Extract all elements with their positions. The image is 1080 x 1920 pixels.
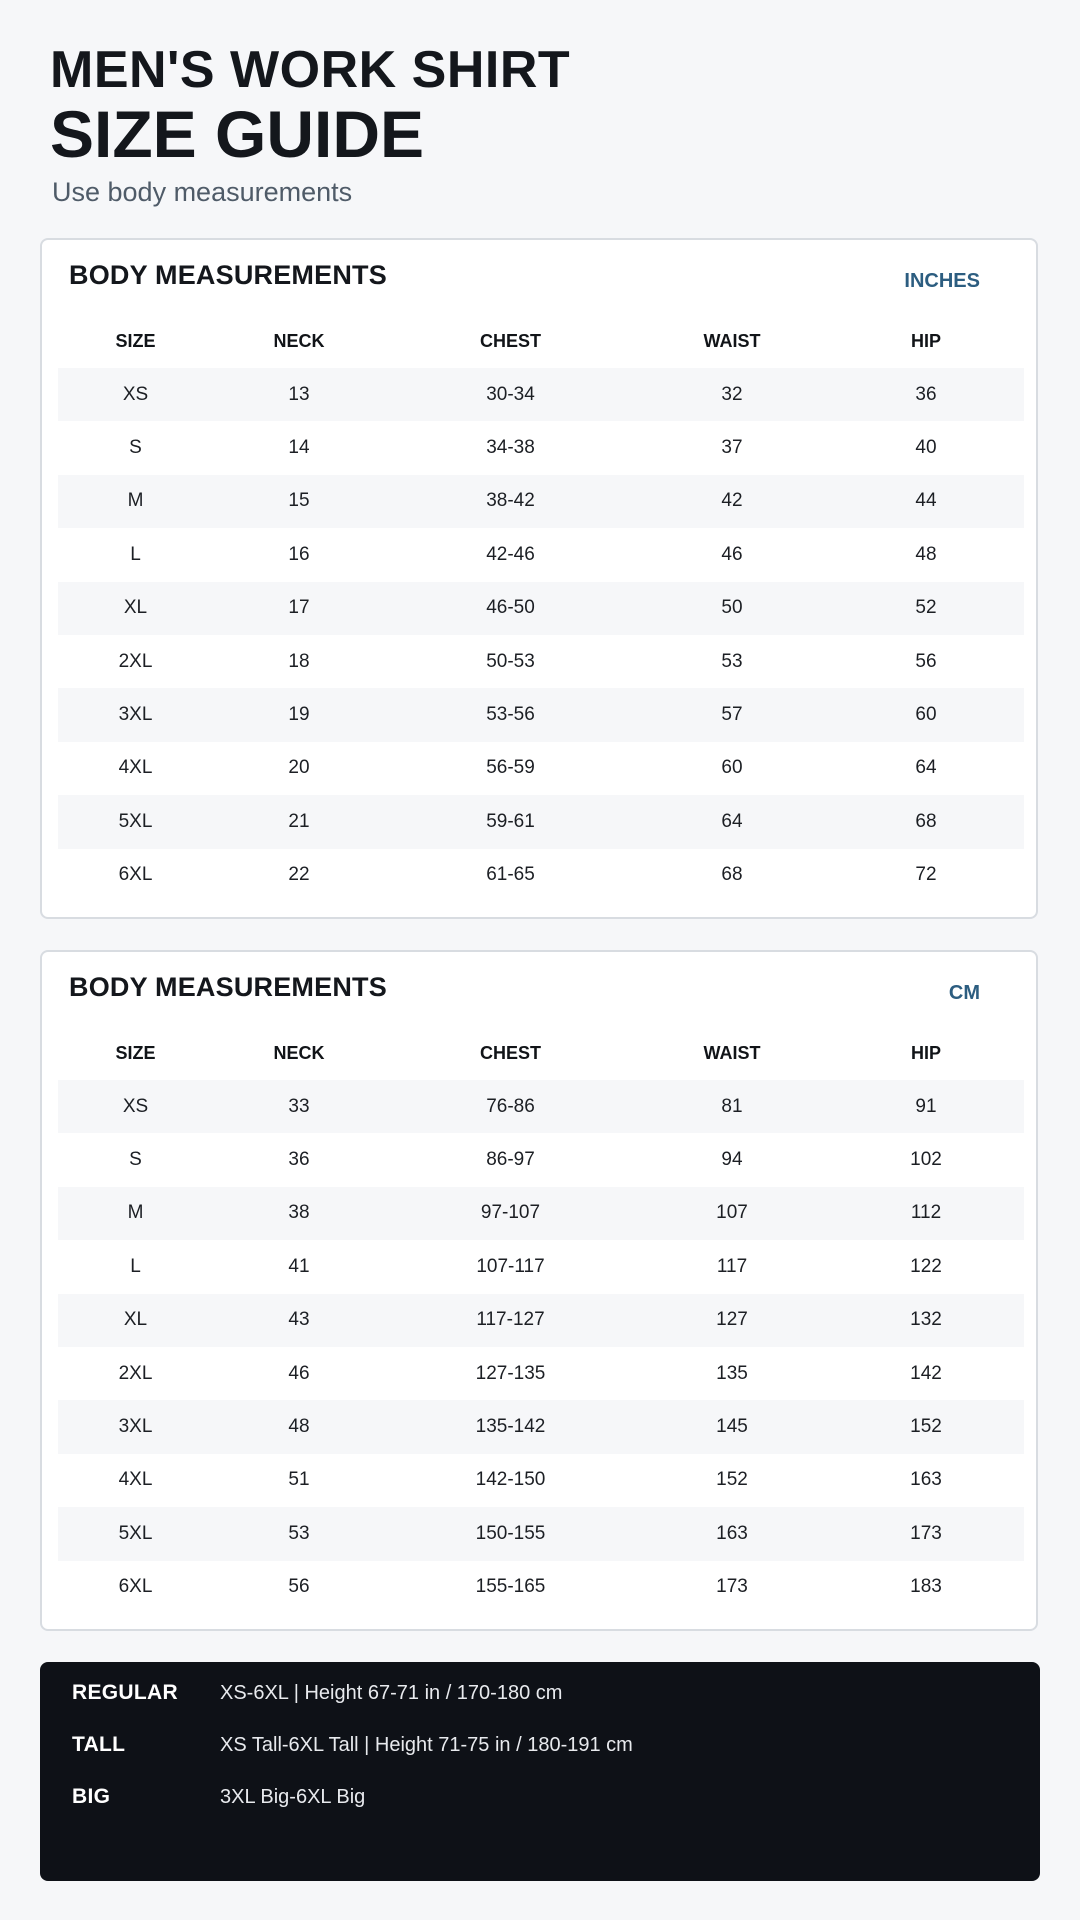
table-cell: 183 <box>910 1576 942 1598</box>
table-cell: XS <box>122 1095 149 1117</box>
table-cell: 5XL <box>118 1522 153 1544</box>
table-cell: 44 <box>915 490 937 512</box>
table-cell: 117 <box>716 1255 748 1277</box>
table-cell: 3XL <box>118 1416 153 1438</box>
column-header: NECK <box>273 1042 325 1063</box>
column-header: CHEST <box>479 330 541 351</box>
table-cell: 60 <box>915 704 937 726</box>
fit-row-regular <box>72 1678 562 1708</box>
table-cell: 33 <box>288 1095 310 1117</box>
table-cell: 61-65 <box>486 864 535 886</box>
table-cell: 36 <box>288 1149 310 1171</box>
table-row <box>58 742 1024 795</box>
cm-table-title: BODY MEASUREMENTS <box>69 972 387 1002</box>
fit-label: REGULAR <box>72 1681 178 1704</box>
table-cell: 163 <box>910 1469 942 1491</box>
table-cell: 155-165 <box>475 1576 546 1598</box>
table-cell: 72 <box>915 864 937 886</box>
table-cell: 59-61 <box>486 810 535 832</box>
table-cell: 34-38 <box>486 437 535 459</box>
table-cell: 50 <box>721 597 743 619</box>
table-cell: 57 <box>721 704 743 726</box>
page-title-line1: MEN'S WORK SHIRT <box>50 41 571 99</box>
table-cell: 4XL <box>118 757 153 779</box>
table-cell: 32 <box>721 383 743 405</box>
cm-table-card <box>40 950 1038 1631</box>
inches-size-table <box>58 314 1024 902</box>
table-cell: 145 <box>716 1416 748 1438</box>
table-cell: 68 <box>721 864 743 886</box>
fit-value: XS Tall-6XL Tall | Height 71-75 in / 180-191 cm <box>220 1733 633 1756</box>
table-cell: M <box>127 1202 144 1224</box>
table-row <box>58 1507 1024 1560</box>
table-cell: 163 <box>716 1522 748 1544</box>
table-cell: 81 <box>721 1095 743 1117</box>
table-cell: 94 <box>721 1149 743 1171</box>
table-cell: 86-97 <box>486 1149 535 1171</box>
table-cell: 21 <box>288 810 310 832</box>
table-row <box>58 795 1024 848</box>
table-cell: 53-56 <box>486 704 535 726</box>
table-row <box>58 1240 1024 1293</box>
table-row <box>58 528 1024 581</box>
table-row <box>58 1561 1024 1614</box>
table-cell: 173 <box>716 1576 748 1598</box>
table-cell: 127-135 <box>475 1362 546 1384</box>
table-cell: 42-46 <box>486 543 535 565</box>
table-cell: 5XL <box>118 810 153 832</box>
table-cell: 40 <box>915 437 937 459</box>
table-cell: 14 <box>288 437 310 459</box>
table-cell: 48 <box>288 1416 310 1438</box>
table-cell: XL <box>123 1309 148 1331</box>
table-cell: 6XL <box>118 864 153 886</box>
column-header: HIP <box>910 330 941 351</box>
table-cell: 150-155 <box>475 1522 546 1544</box>
inches-table-title: BODY MEASUREMENTS <box>69 260 387 290</box>
table-cell: 142 <box>910 1362 942 1384</box>
cm-size-table <box>58 1026 1024 1614</box>
table-cell: 38 <box>288 1202 310 1224</box>
table-cell: 60 <box>721 757 743 779</box>
table-cell: XL <box>123 597 148 619</box>
table-cell: 22 <box>288 864 310 886</box>
column-header: SIZE <box>115 1042 156 1063</box>
column-header: WAIST <box>703 330 761 351</box>
table-cell: 135 <box>716 1362 748 1384</box>
table-row <box>58 1187 1024 1240</box>
table-row <box>58 1347 1024 1400</box>
table-header-row <box>58 314 1024 368</box>
column-header: CHEST <box>479 1042 541 1063</box>
table-cell: 127 <box>716 1309 748 1331</box>
table-cell: 51 <box>288 1469 310 1491</box>
table-cell: 53 <box>288 1522 310 1544</box>
table-cell: 30-34 <box>486 383 535 405</box>
fit-label: BIG <box>72 1785 111 1808</box>
table-cell: 107 <box>716 1202 748 1224</box>
table-cell: 122 <box>910 1255 942 1277</box>
fit-value: XS-6XL | Height 67-71 in / 170-180 cm <box>220 1681 563 1704</box>
table-row <box>58 421 1024 474</box>
table-cell: 18 <box>288 650 310 672</box>
table-row <box>58 1080 1024 1133</box>
fit-types-panel <box>40 1662 1040 1881</box>
table-cell: L <box>130 543 141 565</box>
table-cell: 3XL <box>118 704 153 726</box>
table-cell: 152 <box>910 1416 942 1438</box>
table-cell: 15 <box>288 490 310 512</box>
table-cell: L <box>130 1255 141 1277</box>
fit-row-big <box>72 1782 365 1812</box>
table-cell: 132 <box>910 1309 942 1331</box>
table-row <box>58 849 1024 902</box>
table-cell: 41 <box>288 1255 310 1277</box>
table-row <box>58 582 1024 635</box>
table-cell: 36 <box>915 383 937 405</box>
table-cell: 2XL <box>118 1362 153 1384</box>
inches-table-card <box>40 238 1038 919</box>
table-cell: XS <box>122 383 149 405</box>
table-cell: 64 <box>721 810 743 832</box>
table-cell: 112 <box>910 1202 942 1224</box>
fit-row-tall <box>72 1730 633 1760</box>
table-cell: 46 <box>721 543 743 565</box>
page-subtitle: Use body measurements <box>52 177 353 207</box>
table-cell: S <box>129 437 142 459</box>
table-row <box>58 1400 1024 1453</box>
table-cell: M <box>127 490 144 512</box>
column-header: WAIST <box>703 1042 761 1063</box>
table-cell: 173 <box>910 1522 942 1544</box>
table-cell: 46 <box>288 1362 310 1384</box>
table-row <box>58 688 1024 741</box>
fit-value: 3XL Big-6XL Big <box>220 1785 366 1808</box>
table-cell: 102 <box>910 1149 942 1171</box>
table-cell: 152 <box>716 1469 748 1491</box>
table-row <box>58 475 1024 528</box>
table-cell: 68 <box>915 810 937 832</box>
table-cell: 48 <box>915 543 937 565</box>
table-header-row <box>58 1026 1024 1080</box>
table-cell: 37 <box>721 437 743 459</box>
table-cell: 76-86 <box>486 1095 535 1117</box>
table-cell: 142-150 <box>475 1469 546 1491</box>
table-cell: 56 <box>288 1576 310 1598</box>
table-cell: 4XL <box>118 1469 153 1491</box>
table-row <box>58 1133 1024 1186</box>
table-cell: 2XL <box>118 650 153 672</box>
table-cell: 107-117 <box>476 1255 545 1277</box>
table-cell: 50-53 <box>486 650 535 672</box>
table-cell: S <box>129 1149 142 1171</box>
table-cell: 46-50 <box>486 597 535 619</box>
table-cell: 117-127 <box>476 1309 545 1331</box>
table-cell: 17 <box>288 597 310 619</box>
fit-label: TALL <box>72 1733 126 1756</box>
table-cell: 38-42 <box>486 490 535 512</box>
table-cell: 19 <box>288 704 310 726</box>
table-row <box>58 635 1024 688</box>
table-cell: 13 <box>288 383 310 405</box>
column-header: SIZE <box>115 330 156 351</box>
cm-unit-label: CM <box>948 982 980 1004</box>
table-cell: 20 <box>288 757 310 779</box>
table-cell: 52 <box>915 597 937 619</box>
table-cell: 56 <box>915 650 937 672</box>
table-row <box>58 368 1024 421</box>
table-cell: 16 <box>288 543 310 565</box>
page-title-line2: SIZE GUIDE <box>50 97 425 171</box>
table-cell: 53 <box>721 650 743 672</box>
column-header: NECK <box>273 330 325 351</box>
table-cell: 91 <box>915 1095 937 1117</box>
table-cell: 43 <box>288 1309 310 1331</box>
inches-unit-label: INCHES <box>904 270 980 292</box>
table-cell: 135-142 <box>475 1416 546 1438</box>
table-cell: 56-59 <box>486 757 535 779</box>
table-cell: 97-107 <box>480 1202 541 1224</box>
column-header: HIP <box>910 1042 941 1063</box>
table-cell: 42 <box>721 490 743 512</box>
table-cell: 6XL <box>118 1576 153 1598</box>
table-row <box>58 1454 1024 1507</box>
table-cell: 64 <box>915 757 937 779</box>
table-row <box>58 1294 1024 1347</box>
